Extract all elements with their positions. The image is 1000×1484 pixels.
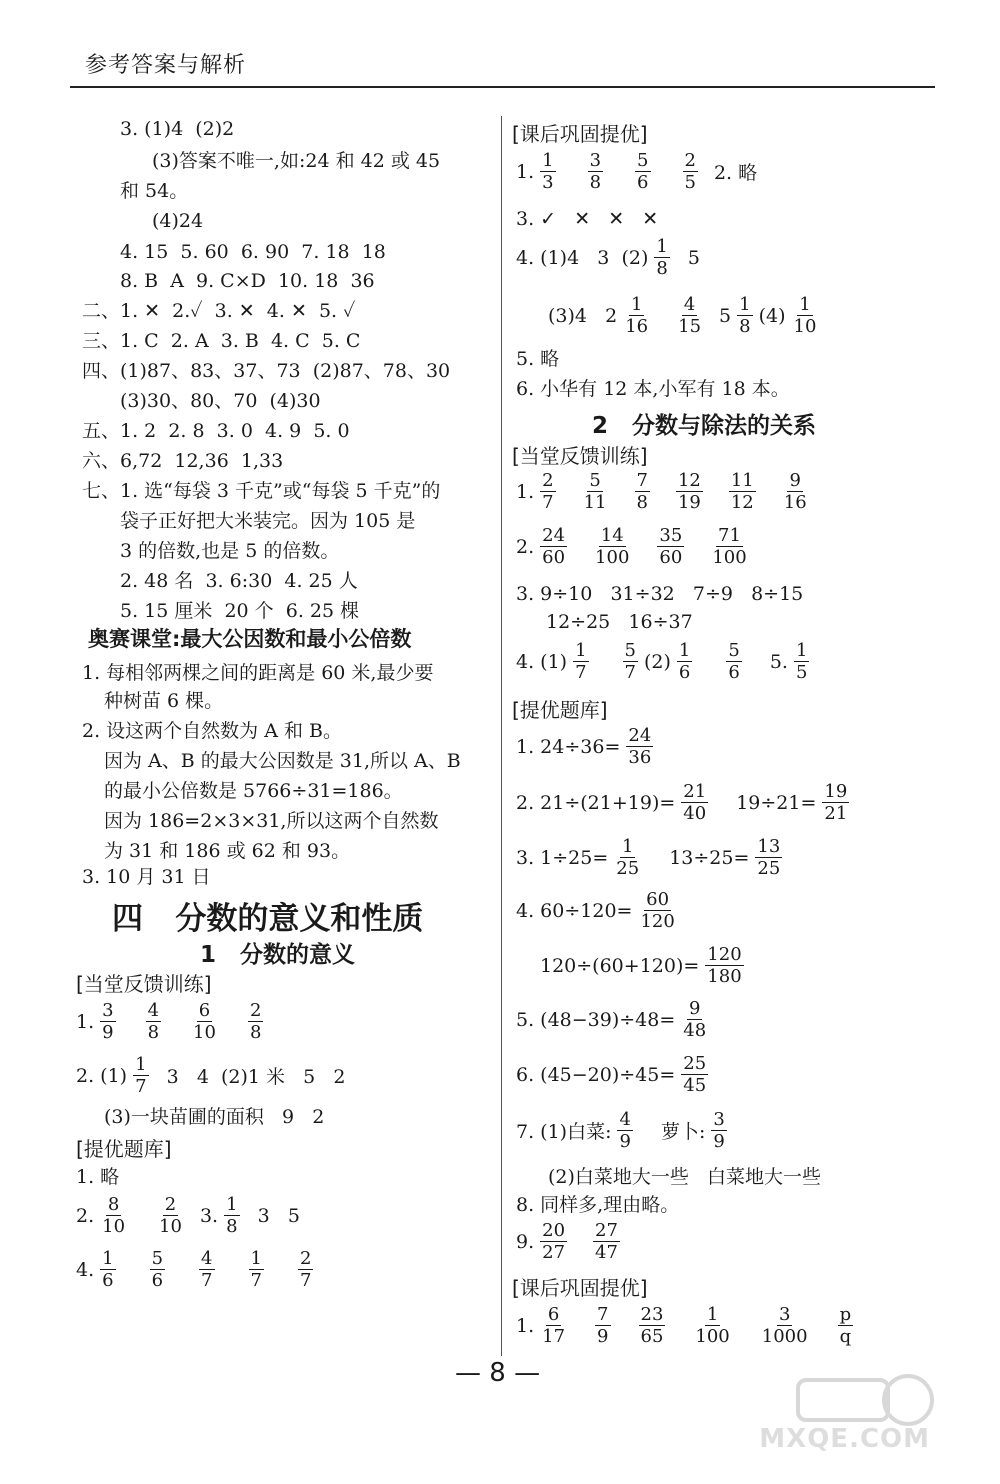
fraction-numerator: 5 xyxy=(151,1248,164,1269)
fraction xyxy=(755,836,782,879)
answer-line: 2. 48 名 3. 6:30 4. 25 人 xyxy=(120,570,358,592)
fraction xyxy=(540,1220,567,1263)
item-text: (2) xyxy=(644,650,671,673)
fraction-numerator: 2 xyxy=(542,470,554,491)
fraction xyxy=(593,1220,620,1263)
answer-row xyxy=(516,1053,714,1096)
fraction-numerator: 1 xyxy=(135,1054,147,1075)
item-text: 3 4 (2)1 米 5 2 xyxy=(154,1066,346,1088)
fraction-denominator: 8 xyxy=(589,172,602,193)
fraction xyxy=(133,1054,148,1097)
item-number: 1. xyxy=(516,160,535,183)
fraction-denominator: 100 xyxy=(712,547,747,568)
answer-row xyxy=(516,725,659,768)
fraction-denominator: 180 xyxy=(707,966,742,987)
fraction-list xyxy=(534,525,755,568)
fraction-numerator: 71 xyxy=(718,525,741,546)
answer-row xyxy=(516,1304,869,1347)
fraction-numerator: 60 xyxy=(646,889,670,910)
item-text: 5 xyxy=(719,304,732,327)
fraction-numerator: 2 xyxy=(684,150,696,171)
section-label: [当堂反馈训练] xyxy=(512,444,648,468)
fraction-denominator: 6 xyxy=(678,662,691,683)
section-label: [提优题库] xyxy=(512,698,608,722)
fraction xyxy=(623,640,638,683)
fraction xyxy=(249,1248,264,1291)
fraction xyxy=(100,1000,115,1043)
fraction-numerator: 1 xyxy=(706,1304,719,1325)
item-text: 萝卜: xyxy=(660,1121,706,1143)
fraction-denominator: 8 xyxy=(656,258,668,279)
fraction xyxy=(657,525,684,568)
fraction-numerator: 4 xyxy=(201,1248,213,1269)
fraction-denominator: 5 xyxy=(684,172,696,193)
fraction-numerator: 2 xyxy=(164,1194,177,1215)
fraction-numerator: 1 xyxy=(250,1248,262,1269)
answer-line: 袋子正好把大米装完。因为 105 是 xyxy=(120,510,416,532)
fraction xyxy=(782,470,809,513)
fraction-list xyxy=(534,150,704,193)
fraction-denominator: 21 xyxy=(824,803,848,824)
fraction-numerator: p xyxy=(839,1304,852,1325)
item-number: 1. xyxy=(516,1314,535,1337)
fraction-denominator: 19 xyxy=(677,492,701,513)
fraction-denominator: 36 xyxy=(628,747,652,768)
fraction-numerator: 7 xyxy=(597,1304,609,1325)
fraction-denominator: 9 xyxy=(102,1022,114,1043)
fraction-denominator: q xyxy=(839,1326,852,1347)
fraction xyxy=(540,150,555,193)
item-text: 5 xyxy=(675,246,700,269)
fraction-denominator: 48 xyxy=(683,1020,707,1041)
fraction-numerator: 6 xyxy=(547,1304,560,1325)
fraction xyxy=(540,470,555,513)
answer-line: 5. 15 厘米 20 个 6. 25 棵 xyxy=(120,600,360,622)
fraction xyxy=(822,781,849,824)
fraction-denominator: 8 xyxy=(636,492,648,513)
fraction xyxy=(681,1053,708,1096)
answer-row xyxy=(540,944,750,987)
answer-line: 3. 9÷10 31÷32 7÷9 8÷15 xyxy=(516,583,804,605)
fraction-denominator: 9 xyxy=(597,1326,609,1347)
fraction-numerator: 21 xyxy=(683,781,707,802)
fraction-denominator: 9 xyxy=(713,1131,725,1152)
fraction xyxy=(146,1000,161,1043)
lesson-title: 2 分数与除法的关系 xyxy=(592,413,817,439)
fraction-denominator: 8 xyxy=(249,1022,262,1043)
item-number: 2. xyxy=(516,535,535,558)
answer-row xyxy=(516,781,855,824)
fraction xyxy=(617,1109,632,1152)
answer-line: 四、(1)87、83、37、73 (2)87、78、30 xyxy=(82,360,451,382)
fraction xyxy=(638,889,676,932)
item-text: 1. 24÷36= xyxy=(516,735,621,758)
fraction-denominator: 7 xyxy=(542,492,554,513)
fraction-numerator: 1 xyxy=(795,640,808,661)
answer-row xyxy=(516,998,714,1041)
fraction-numerator: 120 xyxy=(707,944,742,965)
answer-line: 1. 略 xyxy=(76,1166,120,1188)
fraction-numerator: 1 xyxy=(656,236,668,257)
fraction-numerator: 27 xyxy=(595,1220,618,1241)
fraction-numerator: 8 xyxy=(107,1194,120,1215)
fraction xyxy=(838,1304,854,1347)
answer-row xyxy=(516,525,765,568)
fraction-denominator: 7 xyxy=(624,662,636,683)
fraction-numerator: 2 xyxy=(249,1000,262,1021)
fraction xyxy=(150,1248,165,1291)
item-text: (4) xyxy=(758,304,786,327)
answer-line: 七、1. 选“每袋 3 千克”或“每袋 5 千克”的 xyxy=(82,480,441,502)
fraction-denominator: 10 xyxy=(193,1022,216,1043)
fraction xyxy=(760,1304,810,1347)
fraction-denominator: 25 xyxy=(616,858,640,879)
item-number: 2. xyxy=(76,1204,95,1227)
answer-line: 12÷25 16÷37 xyxy=(546,611,693,633)
fraction-denominator: 60 xyxy=(542,547,566,568)
answer-line: (2)白菜地大一些 白菜地大一些 xyxy=(548,1166,822,1188)
answer-line: 和 54。 xyxy=(120,180,189,202)
fraction xyxy=(635,470,650,513)
answer-line: 2. 设这两个自然数为 A 和 B。 xyxy=(82,720,342,742)
item-number: 1. xyxy=(516,480,535,503)
fraction-denominator: 27 xyxy=(542,1242,566,1263)
fraction-numerator: 6 xyxy=(198,1000,211,1021)
item-text: 2. 略 xyxy=(713,162,758,184)
fraction xyxy=(681,998,708,1041)
fraction-numerator: 1 xyxy=(799,294,811,315)
fraction-denominator: 15 xyxy=(678,316,702,337)
fraction xyxy=(676,470,703,513)
fraction-numerator: 2 xyxy=(299,1248,312,1269)
fraction-list xyxy=(534,470,815,513)
item-number: 9. xyxy=(516,1230,535,1253)
fraction xyxy=(593,525,631,568)
fraction xyxy=(224,1194,239,1237)
answer-line: 3. ✓ ✕ ✕ ✕ xyxy=(516,208,659,230)
fraction-denominator: 10 xyxy=(102,1216,126,1237)
answer-row xyxy=(516,470,825,513)
fraction-numerator: 3 xyxy=(102,1000,114,1021)
answer-line: (3)一块苗圃的面积 9 2 xyxy=(104,1106,325,1128)
fraction-numerator: 7 xyxy=(636,470,648,491)
fraction xyxy=(626,725,653,768)
item-text: 3. 1÷25= xyxy=(516,846,609,869)
column-divider xyxy=(501,116,502,1356)
answer-row xyxy=(548,294,824,337)
page-number: — 8 — xyxy=(455,1358,541,1388)
fraction-numerator: 1 xyxy=(542,150,554,171)
fraction xyxy=(100,1248,115,1291)
item-text: 3. xyxy=(199,1204,219,1227)
fraction-denominator: 47 xyxy=(595,1242,618,1263)
header-rule xyxy=(70,86,935,88)
fraction-list xyxy=(534,1220,626,1263)
item-text: 4. (1) xyxy=(516,650,568,673)
answer-line: 为 31 和 186 或 62 和 93。 xyxy=(104,840,351,862)
fraction xyxy=(683,150,698,193)
fraction xyxy=(191,1000,218,1043)
fraction-denominator: 16 xyxy=(783,492,807,513)
fraction-numerator: 24 xyxy=(542,525,566,546)
fraction-denominator: 9 xyxy=(619,1131,631,1152)
fraction-numerator: 5 xyxy=(624,640,636,661)
fraction xyxy=(623,294,650,337)
fraction xyxy=(199,1248,214,1291)
item-text: 5. xyxy=(769,650,788,673)
fraction-numerator: 4 xyxy=(147,1000,160,1021)
fraction-numerator: 23 xyxy=(640,1304,664,1325)
fraction xyxy=(157,1194,184,1237)
fraction-denominator: 11 xyxy=(583,492,607,513)
answer-line: 4. 15 5. 60 6. 90 7. 18 18 xyxy=(120,241,386,263)
answer-line: 8. B A 9. C×D 10. 18 36 xyxy=(120,270,375,292)
answer-row xyxy=(516,1109,733,1152)
fraction-numerator: 3 xyxy=(713,1109,725,1130)
fraction-numerator: 1 xyxy=(739,294,751,315)
fraction-numerator: 3 xyxy=(589,150,602,171)
watermark-logo xyxy=(759,1366,940,1456)
fraction-list xyxy=(534,1304,859,1347)
fraction-numerator: 35 xyxy=(659,525,683,546)
answer-line: 二、1. ✕ 2.✓ 3. ✕ 4. ✕ 5. ✓ xyxy=(82,300,356,322)
fraction-numerator: 4 xyxy=(619,1109,631,1130)
fraction-denominator: 25 xyxy=(757,858,781,879)
answer-line: 六、6,72 12,36 1,33 xyxy=(82,450,284,472)
item-text: 120÷(60+120)= xyxy=(540,954,700,977)
answer-row xyxy=(516,836,788,879)
fraction xyxy=(573,640,588,683)
fraction-numerator: 13 xyxy=(757,836,781,857)
fraction-denominator: 7 xyxy=(135,1076,147,1097)
answer-row xyxy=(76,1000,279,1043)
fraction-numerator: 11 xyxy=(730,470,754,491)
item-text: 13÷25= xyxy=(669,846,750,869)
item-text: 19÷21= xyxy=(736,791,817,814)
answer-line: 三、1. C 2. A 3. B 4. C 5. C xyxy=(82,330,361,352)
section-label: [课后巩固提优] xyxy=(512,122,648,146)
fraction xyxy=(792,294,819,337)
fraction xyxy=(710,525,748,568)
fraction xyxy=(540,525,567,568)
fraction-numerator: 9 xyxy=(789,470,801,491)
fraction-denominator: 6 xyxy=(728,662,740,683)
fraction-denominator: 3 xyxy=(542,172,554,193)
item-number: 4. xyxy=(76,1258,95,1281)
fraction xyxy=(681,781,708,824)
lesson-title: 1 分数的意义 xyxy=(200,942,356,968)
fraction-numerator: 1 xyxy=(102,1248,114,1269)
fraction-denominator: 7 xyxy=(299,1270,312,1291)
answer-line: 五、1. 2 2. 8 3. 0 4. 9 5. 0 xyxy=(82,420,350,442)
section-label: [当堂反馈训练] xyxy=(76,972,212,996)
item-text: 4. (1)4 3 (2) xyxy=(516,246,649,269)
fraction xyxy=(248,1000,263,1043)
item-text: 7. (1)白菜: xyxy=(516,1121,612,1143)
fraction-denominator: 10 xyxy=(793,316,817,337)
answer-row xyxy=(76,1054,345,1097)
answer-line: 因为 A、B 的最大公因数是 31,所以 A、B xyxy=(104,750,461,772)
watermark-text: MXQE.COM xyxy=(759,1424,930,1454)
section-label: [提优题库] xyxy=(76,1137,172,1161)
fraction-denominator: 100 xyxy=(695,1326,730,1347)
item-number: 1. xyxy=(76,1010,95,1033)
answer-row xyxy=(516,236,700,279)
fraction-list xyxy=(617,294,709,337)
fraction xyxy=(654,236,669,279)
section-label: [课后巩固提优] xyxy=(512,1276,648,1300)
answer-row xyxy=(76,1194,300,1237)
fraction-denominator: 8 xyxy=(226,1216,238,1237)
answer-line: 6. 小华有 12 本,小军有 18 本。 xyxy=(516,378,790,400)
fraction xyxy=(639,1304,666,1347)
fraction xyxy=(595,1304,610,1347)
fraction xyxy=(635,150,650,193)
answer-line: (4)24 xyxy=(152,210,204,232)
answer-line: 因为 186=2×3×31,所以这两个自然数 xyxy=(104,810,439,832)
answer-row xyxy=(516,889,683,932)
fraction-numerator: 1 xyxy=(575,640,587,661)
fraction xyxy=(582,470,609,513)
fraction xyxy=(614,836,641,879)
answer-line: (3)30、80、70 (4)30 xyxy=(120,390,321,412)
item-text: 3 5 xyxy=(245,1204,300,1227)
fraction-numerator: 20 xyxy=(542,1220,566,1241)
fraction-denominator: 100 xyxy=(595,547,630,568)
fraction-denominator: 10 xyxy=(159,1216,182,1237)
fraction xyxy=(794,640,809,683)
fraction-denominator: 7 xyxy=(250,1270,262,1291)
item-text: 2. (1) xyxy=(76,1064,128,1087)
fraction-numerator: 1 xyxy=(678,640,691,661)
fraction-denominator: 120 xyxy=(640,911,675,932)
fraction-denominator: 40 xyxy=(683,803,707,824)
fraction-denominator: 1000 xyxy=(761,1326,808,1347)
fraction-list xyxy=(94,1194,190,1237)
item-text: 5. (48−39)÷48= xyxy=(516,1008,676,1031)
answer-row xyxy=(76,1248,329,1291)
page-header-title: 参考答案与解析 xyxy=(85,53,247,78)
fraction-denominator: 5 xyxy=(795,662,808,683)
fraction-numerator: 1 xyxy=(622,836,634,857)
item-text: (3)4 2 xyxy=(548,304,618,327)
olympiad-section-title: 奥赛课堂:最大公因数和最小公倍数 xyxy=(88,627,412,651)
fraction-numerator: 19 xyxy=(824,781,848,802)
unit-title: 四 分数的意义和性质 xyxy=(112,901,424,937)
fraction xyxy=(298,1248,313,1291)
answer-line: 5. 略 xyxy=(516,348,560,370)
fraction-numerator: 14 xyxy=(600,525,624,546)
item-text: 2. 21÷(21+19)= xyxy=(516,791,676,814)
fraction-numerator: 5 xyxy=(637,150,649,171)
fraction xyxy=(677,640,692,683)
fraction-denominator: 8 xyxy=(739,316,751,337)
fraction-denominator: 6 xyxy=(637,172,649,193)
fraction-denominator: 7 xyxy=(575,662,587,683)
fraction-numerator: 3 xyxy=(778,1304,791,1325)
fraction xyxy=(100,1194,127,1237)
fraction-denominator: 8 xyxy=(147,1022,160,1043)
fraction-denominator: 65 xyxy=(640,1326,664,1347)
fraction-denominator: 12 xyxy=(730,492,754,513)
fraction xyxy=(737,294,752,337)
fraction xyxy=(676,294,703,337)
answer-line: 种树苗 6 棵。 xyxy=(104,690,224,712)
fraction-list xyxy=(94,1248,319,1291)
answer-line: 的最小公倍数是 5766÷31=186。 xyxy=(104,780,403,802)
item-text: 4. 60÷120= xyxy=(516,899,633,922)
fraction-denominator: 6 xyxy=(102,1270,114,1291)
fraction-denominator: 17 xyxy=(542,1326,566,1347)
fraction xyxy=(693,1304,731,1347)
fraction xyxy=(705,944,743,987)
fraction-denominator: 6 xyxy=(151,1270,164,1291)
answer-line: 3. (1)4 (2)2 xyxy=(120,118,235,140)
fraction xyxy=(540,1304,567,1347)
fraction xyxy=(711,1109,726,1152)
fraction-numerator: 12 xyxy=(677,470,701,491)
fraction-numerator: 1 xyxy=(630,294,643,315)
fraction xyxy=(588,150,603,193)
answer-row xyxy=(516,640,815,683)
fraction-numerator: 24 xyxy=(628,725,652,746)
fraction-numerator: 25 xyxy=(683,1053,707,1074)
fraction xyxy=(726,640,741,683)
fraction-denominator: 16 xyxy=(625,316,649,337)
fraction-list xyxy=(94,1000,269,1043)
answer-row xyxy=(516,1220,636,1263)
answer-line: 1. 每相邻两棵之间的距离是 60 米,最少要 xyxy=(82,662,434,684)
fraction-numerator: 1 xyxy=(226,1194,238,1215)
fraction-numerator: 5 xyxy=(589,470,601,491)
fraction-denominator: 45 xyxy=(683,1075,707,1096)
fraction-numerator: 5 xyxy=(728,640,740,661)
fraction xyxy=(729,470,756,513)
fraction-denominator: 60 xyxy=(659,547,683,568)
answer-line: 3 的倍数,也是 5 的倍数。 xyxy=(120,540,340,562)
fraction-numerator: 4 xyxy=(683,294,696,315)
answer-line: (3)答案不唯一,如:24 和 42 或 45 xyxy=(152,150,441,172)
fraction-numerator: 9 xyxy=(689,998,701,1019)
fraction-denominator: 7 xyxy=(201,1270,213,1291)
item-text: 6. (45−20)÷45= xyxy=(516,1063,676,1086)
answer-line: 3. 10 月 31 日 xyxy=(82,866,211,888)
answer-line: 8. 同样多,理由略。 xyxy=(516,1194,680,1216)
answer-row xyxy=(516,150,757,193)
